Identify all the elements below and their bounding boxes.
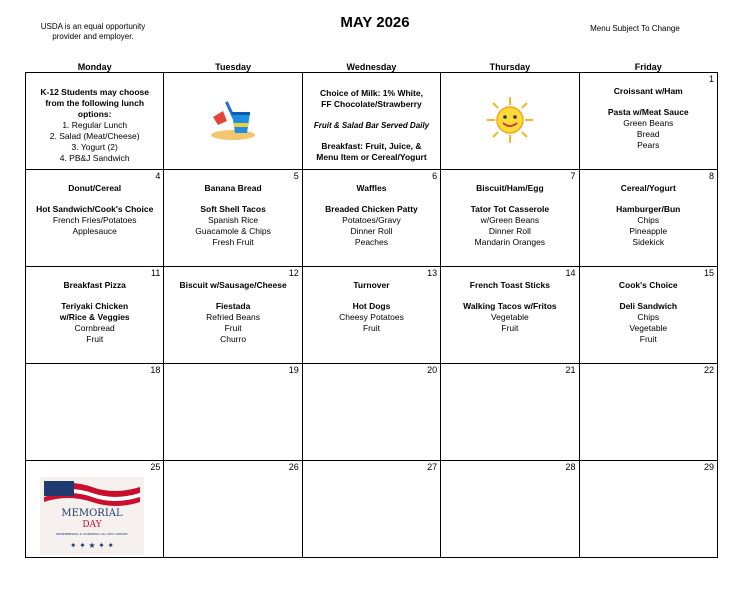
sun-icon bbox=[485, 95, 535, 145]
breakfast-item: French Toast Sticks bbox=[469, 280, 550, 290]
side-item: Vegetable bbox=[490, 312, 529, 322]
memorial-tagline: REMEMBERING & HONORING ALL WHO SERVED bbox=[56, 532, 128, 536]
side-item: Sidekick bbox=[632, 237, 665, 247]
intro-lead-2: from the following lunch bbox=[45, 98, 145, 108]
tuesday-image-cell bbox=[164, 73, 302, 170]
day-cell bbox=[441, 170, 579, 267]
breakfast-item: Biscuit w/Sausage/Cheese bbox=[179, 280, 287, 290]
date-number: 21 bbox=[565, 365, 576, 375]
side-item: Fruit bbox=[362, 323, 380, 333]
date-number: 13 bbox=[427, 268, 438, 278]
side-item: Green Beans bbox=[623, 118, 674, 128]
day-cell bbox=[441, 364, 579, 461]
side-item: Chips bbox=[637, 215, 660, 225]
lunch-entree: Walking Tacos w/Fritos bbox=[463, 301, 557, 311]
week-row-4 bbox=[26, 364, 718, 461]
header-tuesday: Tuesday bbox=[164, 60, 302, 73]
side-item: Applesauce bbox=[72, 226, 117, 236]
memorial-day-flag-icon bbox=[40, 477, 144, 555]
day-cell bbox=[26, 461, 164, 558]
breakfast-info-2: Menu Item or Cereal/Yogurt bbox=[316, 152, 427, 162]
breakfast-item: Cereal/Yogurt bbox=[620, 183, 676, 193]
side-item: Cheesy Potatoes bbox=[339, 312, 404, 322]
date-number: 18 bbox=[150, 365, 161, 375]
day-cell bbox=[441, 461, 579, 558]
side-item: Bread bbox=[636, 129, 660, 139]
day-cell bbox=[26, 267, 164, 364]
day-cell bbox=[579, 364, 717, 461]
side-item: Fresh Fruit bbox=[212, 237, 254, 247]
day-cell bbox=[164, 170, 302, 267]
date-number: 15 bbox=[703, 268, 714, 278]
lunch-entree: Tator Tot Casserole bbox=[470, 204, 550, 214]
week-row-3 bbox=[26, 267, 718, 364]
week-row-1 bbox=[26, 73, 718, 170]
side-item: Cornbread bbox=[74, 323, 115, 333]
milk-line-1: Choice of Milk: 1% White, bbox=[320, 88, 423, 98]
day-cell bbox=[164, 364, 302, 461]
date-number: 5 bbox=[293, 171, 299, 181]
side-item: Pears bbox=[637, 140, 660, 150]
side-item: French Fries/Potatoes bbox=[52, 215, 137, 225]
breakfast-item: Banana Bread bbox=[204, 183, 262, 193]
fruit-bar-note: Fruit & Salad Bar Served Daily bbox=[313, 121, 430, 130]
date-number: 8 bbox=[708, 171, 714, 181]
side-item: Churro bbox=[220, 334, 247, 344]
side-item: Fruit bbox=[86, 334, 104, 344]
day-cell bbox=[26, 170, 164, 267]
side-item: Guacamole & Chips bbox=[195, 226, 271, 236]
thursday-image-cell bbox=[441, 73, 579, 170]
date-number: 1 bbox=[708, 74, 714, 84]
side-item: Fruit bbox=[501, 323, 519, 333]
page-title: MAY 2026 bbox=[340, 14, 410, 31]
breakfast-item: Croissant w/Ham bbox=[613, 86, 683, 96]
date-number: 28 bbox=[565, 462, 576, 472]
day-cell bbox=[579, 461, 717, 558]
date-number: 25 bbox=[150, 462, 161, 472]
date-number: 7 bbox=[570, 171, 576, 181]
lunch-option: 3. Yogurt (2) bbox=[71, 142, 118, 152]
weekday-header-row bbox=[26, 60, 718, 73]
date-number: 19 bbox=[288, 365, 299, 375]
side-item: Pineapple bbox=[629, 226, 668, 236]
usda-line-2: provider and employer. bbox=[52, 32, 134, 41]
lunch-options-cell bbox=[26, 73, 164, 170]
breakfast-item: Waffles bbox=[356, 183, 387, 193]
menu-calendar bbox=[25, 60, 718, 558]
lunch-entree: Teriyaki Chicken bbox=[61, 301, 129, 311]
svg-text:✦ ✦ ★ ✦ ✦: ✦ ✦ ★ ✦ ✦ bbox=[69, 541, 115, 550]
side-item: Potatoes/Gravy bbox=[342, 215, 401, 225]
day-cell bbox=[26, 364, 164, 461]
lunch-entree: Hot Sandwich/Cook's Choice bbox=[36, 204, 154, 214]
breakfast-item: Turnover bbox=[353, 280, 390, 290]
side-item: Vegetable bbox=[629, 323, 668, 333]
side-item: w/Green Beans bbox=[480, 215, 540, 225]
date-number: 29 bbox=[703, 462, 714, 472]
lunch-entree: Deli Sandwich bbox=[619, 301, 678, 311]
beach-bucket-icon bbox=[208, 97, 258, 141]
day-cell bbox=[302, 364, 440, 461]
milk-line-2: FF Chocolate/Strawberry bbox=[321, 99, 422, 109]
breakfast-info-1: Breakfast: Fruit, Juice, & bbox=[321, 141, 422, 151]
side-item: Dinner Roll bbox=[350, 226, 393, 236]
date-number: 6 bbox=[432, 171, 438, 181]
day-cell bbox=[441, 267, 579, 364]
lunch-entree-line-2: w/Rice & Veggies bbox=[59, 312, 130, 322]
lunch-entree: Pasta w/Meat Sauce bbox=[607, 107, 689, 117]
date-number: 12 bbox=[288, 268, 299, 278]
header-thursday: Thursday bbox=[441, 60, 579, 73]
side-item: Fruit bbox=[224, 323, 242, 333]
week-row-5 bbox=[26, 461, 718, 558]
header-friday: Friday bbox=[579, 60, 717, 73]
side-item: Spanish Rice bbox=[208, 215, 259, 225]
breakfast-item: Donut/Cereal bbox=[68, 183, 122, 193]
day-cell bbox=[302, 170, 440, 267]
date-number: 11 bbox=[151, 268, 161, 278]
week-row-2 bbox=[26, 170, 718, 267]
breakfast-item: Biscuit/Ham/Egg bbox=[476, 183, 544, 193]
lunch-option: 1. Regular Lunch bbox=[62, 120, 128, 130]
intro-lead-3: options: bbox=[77, 109, 112, 119]
date-number: 27 bbox=[427, 462, 438, 472]
lunch-entree: Hamburger/Bun bbox=[616, 204, 681, 214]
usda-line-1: USDA is an equal opportunity bbox=[40, 22, 146, 31]
menu-disclaimer: Menu Subject To Change bbox=[590, 24, 680, 33]
side-item: Fruit bbox=[639, 334, 657, 344]
side-item: Refried Beans bbox=[206, 312, 261, 322]
side-item: Chips bbox=[637, 312, 660, 322]
breakfast-item: Breakfast Pizza bbox=[63, 280, 126, 290]
day-cell bbox=[302, 267, 440, 364]
lunch-option: 2. Salad (Meat/Cheese) bbox=[49, 131, 140, 141]
date-number: 4 bbox=[155, 171, 161, 181]
day-cell bbox=[579, 170, 717, 267]
lunch-entree: Breaded Chicken Patty bbox=[325, 204, 418, 214]
day-cell bbox=[302, 461, 440, 558]
date-number: 14 bbox=[565, 268, 576, 278]
lunch-entree: Fiestada bbox=[215, 301, 251, 311]
day-cell bbox=[579, 73, 717, 170]
lunch-entree: Soft Shell Tacos bbox=[200, 204, 266, 214]
breakfast-item: Cook's Choice bbox=[618, 280, 678, 290]
date-number: 26 bbox=[288, 462, 299, 472]
lunch-option: 4. PB&J Sandwich bbox=[59, 153, 130, 163]
day-cell bbox=[164, 461, 302, 558]
memorial-subtitle: DAY bbox=[82, 520, 102, 530]
header-wednesday: Wednesday bbox=[302, 60, 440, 73]
date-number: 20 bbox=[427, 365, 438, 375]
date-number: 22 bbox=[703, 365, 714, 375]
lunch-entree: Hot Dogs bbox=[352, 301, 391, 311]
wednesday-info-cell bbox=[302, 73, 440, 170]
memorial-title: MEMORIAL bbox=[61, 508, 123, 519]
day-cell bbox=[579, 267, 717, 364]
intro-lead-1: K-12 Students may choose bbox=[40, 87, 150, 97]
side-item: Dinner Roll bbox=[488, 226, 531, 236]
side-item: Mandarin Oranges bbox=[474, 237, 546, 247]
side-item: Peaches bbox=[354, 237, 389, 247]
header-monday: Monday bbox=[26, 60, 164, 73]
day-cell bbox=[164, 267, 302, 364]
